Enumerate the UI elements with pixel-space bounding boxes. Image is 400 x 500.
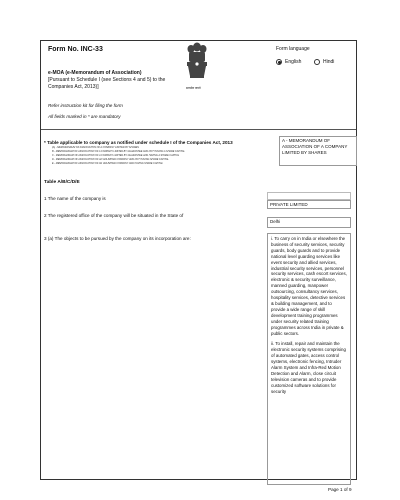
table-applicable-field[interactable]: A - MEMORANDUM OF ASSOCIATION OF A COMPANY LIMITED BY SHARES	[279, 136, 357, 166]
radio-english-icon[interactable]	[276, 59, 282, 65]
form-subtitle-reference: [Pursuant to Schedule I (see Sections 4 and 5) to the Companies Act, 2013)]	[48, 77, 166, 90]
form-subtitle: e-MOA (e-Memorandum of Association)	[48, 70, 142, 76]
instructions-link[interactable]: Refer instruction kit for filing the form	[48, 103, 123, 108]
table-section-label: Table A/B/C/D/E	[44, 180, 80, 185]
company-name-field[interactable]	[267, 192, 351, 200]
radio-hindi-icon[interactable]	[314, 59, 320, 65]
language-option-english[interactable]	[276, 59, 301, 65]
table-applicable-label: * Table applicable to company as notified under schedule I of the Companies Act, 2013	[44, 140, 233, 145]
objects-paragraph-2: ii. To install, repair and maintain the electronic security systems comprising of automated gates, access control systems, electronic fencing, Intruder Alarm System and Infra-Red Motion Detection and Alarm, close circuit television cameras and to provide customized software solutions for security	[271, 341, 346, 394]
table-options-list	[52, 146, 185, 166]
company-name-label: 1 The name of the company is	[44, 196, 106, 201]
table-option[interactable]: B - MEMORANDUM OF ASSOCIATION OF A COMPANY LIMITED BY GUARANTEE AND NOT HAVING A SHARE CAPITAL	[52, 149, 185, 153]
company-name-suffix-field[interactable]: PRIVATE LIMITED	[267, 200, 351, 209]
mandatory-note: All fields marked in * are mandatory	[48, 114, 121, 119]
objects-paragraph-1: i. To carry on in India or elsewhere the business of security services, security guards, body guards and to provide national level guarding services like event security and allied services, industrial security services, personnel security services, cash escort services, electronic & security surveillance, manned guarding, manpower outsourcing, consultancy services, hospitality services, detective services & building management, and to provide a wide range of skill development training programmes under security related training programmes across India in private & public sectors.	[271, 236, 347, 336]
table-option[interactable]: D - MEMORANDUM OF ASSOCIATION OF AN UNLIMITED COMPANY AND NOT HAVING SHARE CAPITAL	[52, 157, 169, 161]
registered-office-label: 2 The registered office of the company will be situated in the State of	[44, 213, 184, 218]
registered-office-state-field[interactable]: Delhi	[267, 217, 351, 228]
table-option[interactable]: C - MEMORANDUM OF ASSOCIATION OF A COMPANY LIMITED BY GUARANTEE AND HAVING A SHARE CAPITAL	[52, 153, 180, 157]
language-hindi-label: Hindi	[323, 59, 335, 65]
national-emblem-icon	[183, 40, 211, 88]
form-language-label: Form language	[276, 46, 310, 52]
language-option-hindi[interactable]	[314, 59, 334, 65]
table-option[interactable]: (A) - MEMORANDUM OF ASSOCIATION OF A COMPANY LIMITED BY SHARES	[52, 146, 139, 149]
objects-textarea[interactable]	[267, 233, 351, 485]
divider	[41, 129, 356, 130]
objects-label: 3 (a) The objects to be pursued by the company on its incorporation are:	[44, 236, 191, 241]
language-english-label: English	[285, 59, 302, 65]
page-number: Page 1 of 9	[328, 487, 352, 492]
emblem-caption: सत्यमेव जयते	[186, 86, 201, 90]
table-option[interactable]: E - MEMORANDUM OF ASSOCIATION OF AN UNLIMITED COMPANY AND HAVING SHARE CAPITAL	[52, 161, 163, 165]
form-title: Form No. INC-33	[48, 46, 103, 53]
